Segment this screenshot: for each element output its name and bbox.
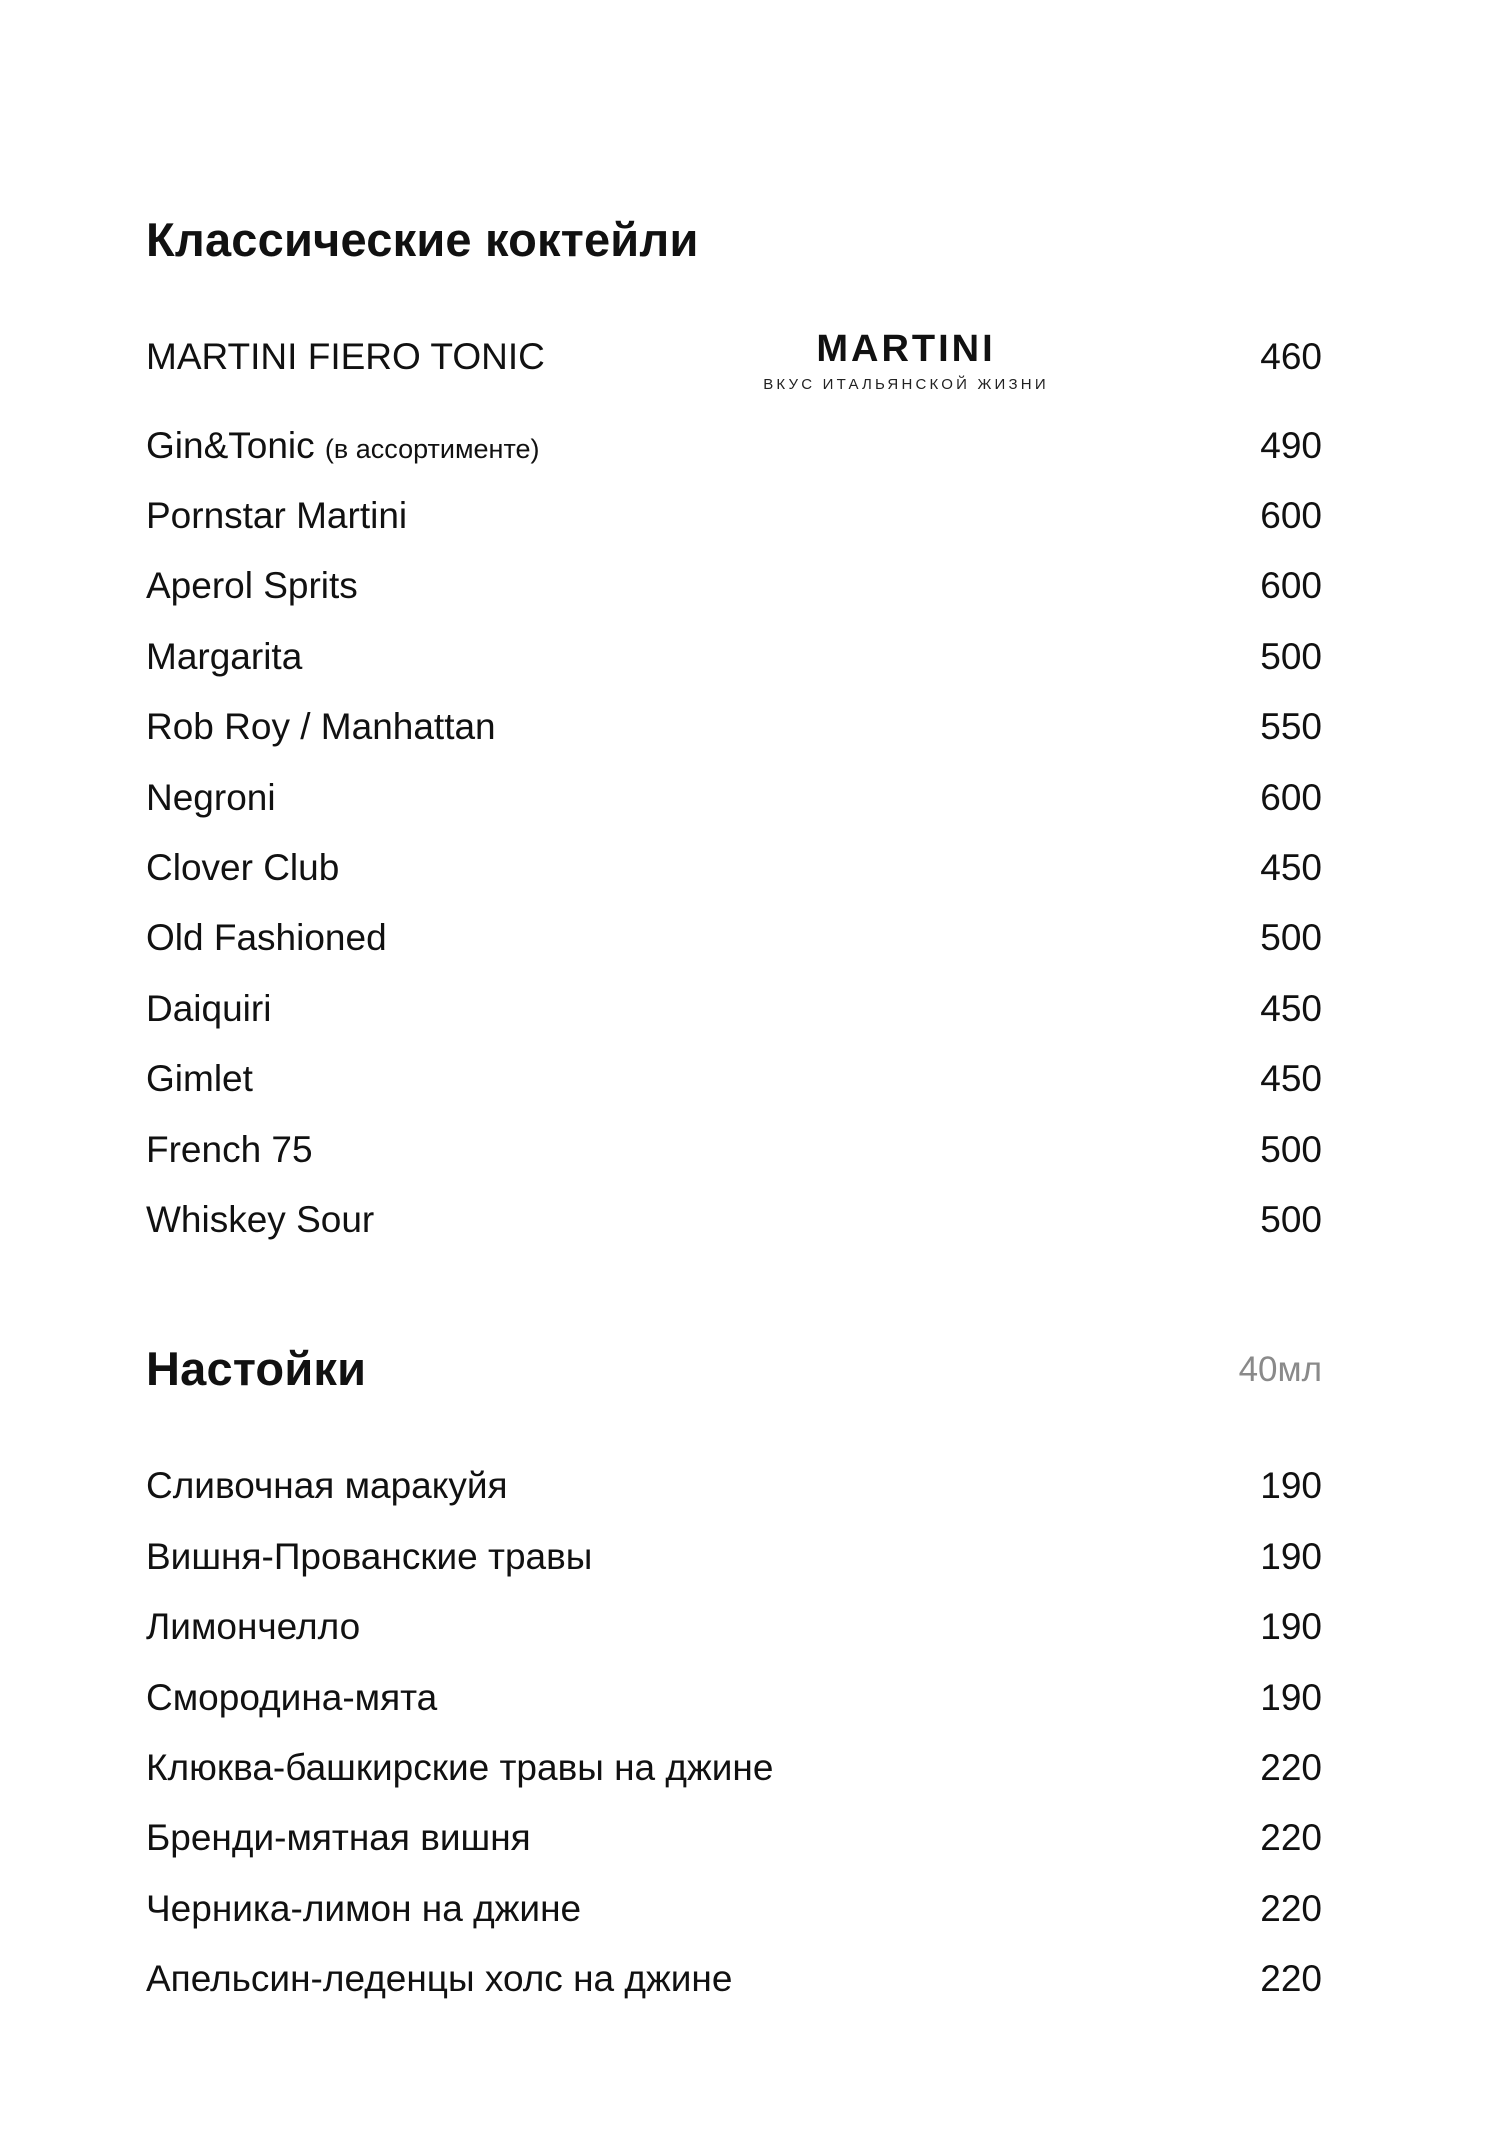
item-price: 450 [1260,1057,1322,1099]
menu-item [146,701,1322,751]
menu-item [146,1953,1322,2003]
item-name: French 75 [146,1128,313,1170]
menu-page [146,0,1322,2134]
menu-item [146,1460,1322,1510]
item-name: Daiquiri [146,987,272,1029]
item-name: Черника-лимон на джине [146,1887,582,1929]
item-price: 500 [1260,916,1322,958]
item-price: 500 [1260,1198,1322,1240]
menu-item [146,912,1322,962]
item-name: MARTINI FIERO TONIC [146,335,545,377]
item-price: 500 [1260,635,1322,677]
menu-item [146,1124,1322,1174]
menu-item [146,631,1322,681]
item-note: (в ассортименте) [324,433,540,464]
section-title-tinctures: Настойки [146,1342,367,1395]
item-price: 600 [1260,494,1322,536]
menu-item [146,1601,1322,1651]
menu-item [146,1672,1322,1722]
menu-item [146,1053,1322,1103]
item-name: Pornstar Martini [146,494,408,536]
item-name: Смородина-мята [146,1676,438,1718]
item-name: Margarita [146,635,303,677]
item-name: Апельсин-леденцы холс на джине [146,1957,733,1999]
menu-item [146,772,1322,822]
item-price: 500 [1260,1128,1322,1170]
item-name: Вишня-Прованские травы [146,1535,593,1577]
item-name: Negroni [146,776,276,818]
section-title-cocktails: Классические коктейли [146,213,699,266]
item-price: 550 [1260,705,1322,747]
item-name: Сливочная маракуйя [146,1464,508,1506]
item-price: 450 [1260,846,1322,888]
item-price: 190 [1260,1535,1322,1577]
volume-label: 40мл [1238,1350,1322,1389]
item-price: 190 [1260,1464,1322,1506]
item-price: 600 [1260,776,1322,818]
item-name: Whiskey Sour [146,1198,375,1240]
item-price: 190 [1260,1605,1322,1647]
menu-item [146,1194,1322,1244]
item-price: 220 [1260,1957,1322,1999]
menu-item [146,1812,1322,1862]
item-price: 460 [1260,335,1322,377]
item-price: 220 [1260,1887,1322,1929]
item-price: 220 [1260,1816,1322,1858]
item-price: 190 [1260,1676,1322,1718]
item-name: Клюква-башкирские травы на джине [146,1746,774,1788]
item-price: 490 [1260,424,1322,466]
item-name: Gin&Tonic [146,424,315,466]
item-name: Clover Club [146,846,340,888]
item-name: Бренди-мятная вишня [146,1816,531,1858]
menu-item [146,1742,1322,1792]
menu-item [146,420,1322,470]
menu-item [146,490,1322,540]
item-name: Rob Roy / Manhattan [146,705,496,747]
menu-item [146,1883,1322,1933]
item-name: Aperol Sprits [146,564,358,606]
item-name: Лимончелло [146,1605,361,1647]
item-name-group [146,424,540,466]
menu-item [146,842,1322,892]
item-name: Gimlet [146,1057,253,1099]
item-price: 220 [1260,1746,1322,1788]
menu-item [146,560,1322,610]
martini-logo-tagline: ВКУС ИТАЛЬЯНСКОЙ ЖИЗНИ [763,376,1049,393]
item-price: 600 [1260,564,1322,606]
menu-item [146,983,1322,1033]
item-name: Old Fashioned [146,916,387,958]
martini-logo-word: MARTINI [816,328,996,370]
menu-item [146,1531,1322,1581]
menu-item [146,328,1322,381]
item-price: 450 [1260,987,1322,1029]
